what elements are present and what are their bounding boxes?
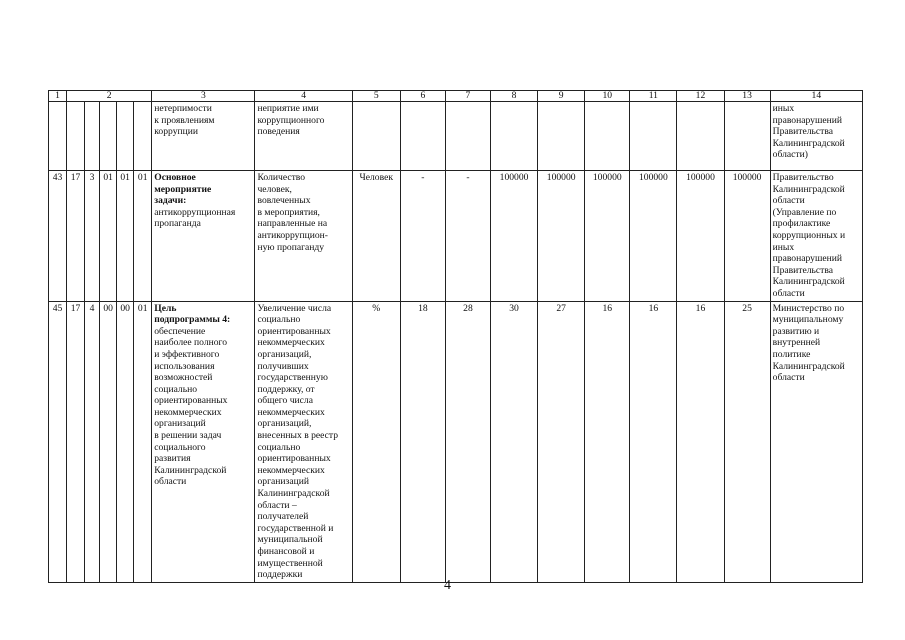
code-cell: 00 — [117, 301, 134, 582]
code-cell: 45 — [49, 301, 67, 582]
value-cell: 28 — [445, 301, 490, 582]
indicator-cell: неприятие ими коррупционного поведения — [255, 102, 352, 171]
header-cell: 8 — [491, 91, 538, 102]
header-cell: 4 — [255, 91, 352, 102]
header-cell: 13 — [724, 91, 770, 102]
code-cell — [49, 102, 67, 171]
header-cell: 11 — [630, 91, 677, 102]
value-cell: 100000 — [585, 171, 630, 302]
value-cell: 16 — [585, 301, 630, 582]
code-cell: 43 — [49, 171, 67, 302]
header-cell: 14 — [770, 91, 862, 102]
value-cell: 16 — [677, 301, 724, 582]
responsible-cell: иных правонарушений Правительства Калининградской области) — [770, 102, 862, 171]
header-cell: 12 — [677, 91, 724, 102]
value-cell: 100000 — [677, 171, 724, 302]
value-cell: 100000 — [630, 171, 677, 302]
code-cell: 4 — [85, 301, 100, 582]
unit-cell: Человек — [352, 171, 400, 302]
value-cell — [585, 102, 630, 171]
value-cell: - — [445, 171, 490, 302]
code-cell: 17 — [67, 171, 85, 302]
value-cell: 30 — [491, 301, 538, 582]
goal-cell — [152, 171, 255, 302]
indicator-cell: Увеличение числа социально ориентированных некоммерческих организаций, получивших государственную поддержку, от общего числа некоммерческих организаций, внесенных в реестр социально ориентированных некоммерческих организаций Калининградской области – получателей государственной и муниципальной финансовой и имущественной поддержки — [255, 301, 352, 582]
goal-bold-text: Основное мероприятие задачи: — [154, 172, 212, 207]
code-cell: 01 — [134, 171, 152, 302]
code-cell — [134, 102, 152, 171]
indicators-table — [48, 90, 863, 583]
value-cell: 18 — [400, 301, 445, 582]
goal-cell — [152, 102, 255, 171]
goal-text: антикоррупционная пропаганда — [154, 206, 236, 230]
responsible-cell: Правительство Калининградской области (Управление по профилактике коррупционных и иных правонарушений Правительства Калининградской области — [770, 171, 862, 302]
header-cell: 5 — [352, 91, 400, 102]
table-row — [49, 102, 863, 171]
code-cell: 3 — [85, 171, 100, 302]
responsible-cell: Министерство по муниципальному развитию и внутренней политике Калининградской области — [770, 301, 862, 582]
header-cell: 1 — [49, 91, 67, 102]
page-number: 4 — [444, 578, 451, 593]
header-cell: 7 — [445, 91, 490, 102]
header-cell: 2 — [67, 91, 152, 102]
goal-cell — [152, 301, 255, 582]
value-cell: 100000 — [491, 171, 538, 302]
header-cell: 9 — [538, 91, 585, 102]
header-cell: 3 — [152, 91, 255, 102]
code-cell — [85, 102, 100, 171]
unit-cell: % — [352, 301, 400, 582]
goal-text: нетерпимости к проявлениям коррупции — [154, 103, 215, 138]
code-cell: 01 — [117, 171, 134, 302]
header-cell: 6 — [400, 91, 445, 102]
indicator-cell: Количество человек, вовлеченных в мероприятия, направленные на антикоррупцион- ную пропаганду — [255, 171, 352, 302]
value-cell: 25 — [724, 301, 770, 582]
value-cell — [538, 102, 585, 171]
value-cell: 100000 — [724, 171, 770, 302]
code-cell: 00 — [100, 301, 117, 582]
code-cell: 01 — [134, 301, 152, 582]
header-row — [49, 91, 863, 102]
value-cell — [445, 102, 490, 171]
value-cell — [630, 102, 677, 171]
code-cell — [117, 102, 134, 171]
header-cell: 10 — [585, 91, 630, 102]
table-row — [49, 171, 863, 302]
code-cell — [67, 102, 85, 171]
value-cell: 100000 — [538, 171, 585, 302]
value-cell: 27 — [538, 301, 585, 582]
code-cell — [100, 102, 117, 171]
code-cell: 01 — [100, 171, 117, 302]
value-cell — [491, 102, 538, 171]
value-cell — [677, 102, 724, 171]
code-cell: 17 — [67, 301, 85, 582]
value-cell: 16 — [630, 301, 677, 582]
value-cell — [724, 102, 770, 171]
unit-cell — [352, 102, 400, 171]
table-row — [49, 301, 863, 582]
goal-bold-text: Цель подпрограммы 4: — [154, 302, 231, 326]
value-cell — [400, 102, 445, 171]
goal-text: обеспечение наиболее полного и эффективного использования возможностей социально ориентированных некоммерческих организаций в решении задач социального развития Калининградской области — [154, 325, 228, 488]
value-cell: - — [400, 171, 445, 302]
